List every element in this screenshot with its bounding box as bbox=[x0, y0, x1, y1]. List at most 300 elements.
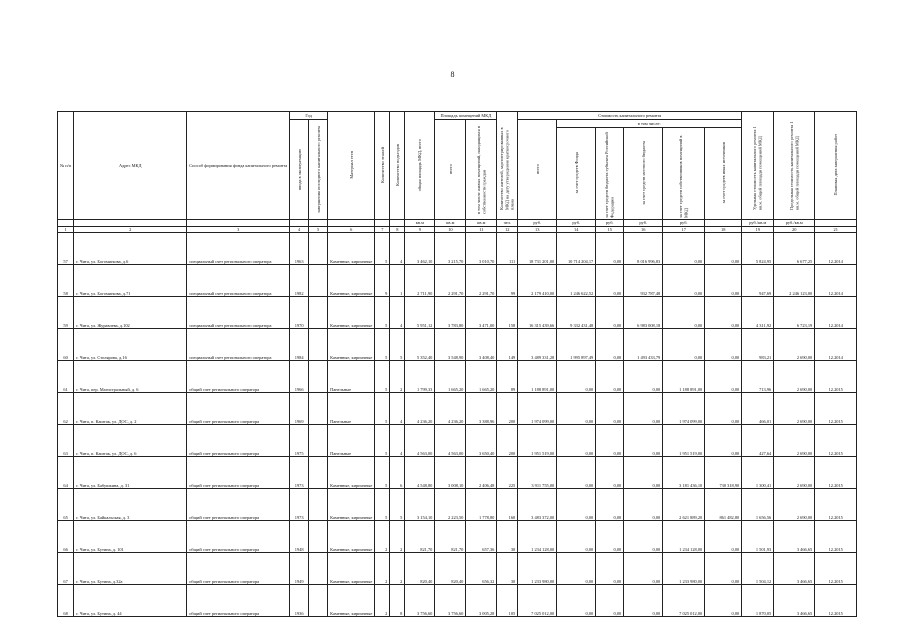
floors-cell: 5 bbox=[375, 296, 390, 328]
address-cell: г. Чита, ул. Бутина, д. 44 bbox=[74, 584, 187, 616]
fund-cell: 0,00 bbox=[557, 584, 596, 616]
address-cell: г. Чита, ул. Бутина, д.32а bbox=[74, 552, 187, 584]
regional-cell: 0,00 bbox=[596, 360, 624, 392]
plan-date-cell: 12.2015 bbox=[815, 520, 857, 552]
max-cost-cell: 2 690,00 bbox=[774, 488, 815, 520]
material-cell: Каменные, кирпичные bbox=[328, 328, 375, 360]
year-cell: 1936 bbox=[290, 584, 309, 616]
plan-date-cell: 12.2015 bbox=[815, 424, 857, 456]
index-cell: 12 bbox=[497, 226, 518, 232]
cost-total-cell: 18 731 201,00 bbox=[518, 232, 557, 264]
max-cost-cell: 2 690,00 bbox=[774, 392, 815, 424]
unit-cost-cell: 4 311,92 bbox=[742, 296, 774, 328]
max-cost-cell: 2 690,00 bbox=[774, 360, 815, 392]
fund-cell: 0,00 bbox=[557, 552, 596, 584]
owners-cell: 2 621 889,20 bbox=[663, 488, 705, 520]
table-row bbox=[58, 488, 857, 520]
private-area-cell: 3 408,40 bbox=[466, 328, 497, 360]
private-area-cell: 3 388,96 bbox=[466, 392, 497, 424]
row-number: 58 bbox=[58, 264, 74, 296]
method-cell: специальный счет регионального оператора bbox=[187, 328, 290, 360]
unit-cell: руб. bbox=[557, 220, 596, 226]
total-area-cell: 820,40 bbox=[405, 552, 435, 584]
other-cell: 0,00 bbox=[705, 552, 742, 584]
floors-cell: 5 bbox=[375, 328, 390, 360]
owners-cell: 0,00 bbox=[663, 328, 705, 360]
residents-cell: 149 bbox=[497, 328, 518, 360]
local-cell: 0,00 bbox=[624, 456, 663, 488]
plan-date-cell: 12.2014 bbox=[815, 296, 857, 328]
index-cell: 16 bbox=[624, 226, 663, 232]
other-cell: 0,00 bbox=[705, 424, 742, 456]
regional-cell: 0,00 bbox=[596, 488, 624, 520]
regional-cell: 0,00 bbox=[596, 584, 624, 616]
local-cell: 932 787,48 bbox=[624, 264, 663, 296]
header-area-group: Площадь помещений МКД bbox=[435, 112, 497, 120]
floors-cell: 5 bbox=[375, 232, 390, 264]
address-cell: г. Чита, пер. Магистральный, д. 6 bbox=[74, 360, 187, 392]
other-cell: 0,00 bbox=[705, 296, 742, 328]
unit-cell: чел. bbox=[497, 220, 518, 226]
method-cell: специальный счет регионального оператора bbox=[187, 296, 290, 328]
material-cell: Каменные, кирпичные bbox=[328, 520, 375, 552]
repair-year-cell bbox=[309, 488, 328, 520]
other-cell: 0,00 bbox=[705, 584, 742, 616]
regional-cell: 0,00 bbox=[596, 424, 624, 456]
regional-cell: 0,00 bbox=[596, 264, 624, 296]
unit-cell: кв.м bbox=[405, 220, 435, 226]
row-number: 67 bbox=[58, 552, 74, 584]
owners-cell: 3 181 436,10 bbox=[663, 456, 705, 488]
index-cell: 20 bbox=[774, 226, 815, 232]
floors-cell: 5 bbox=[375, 424, 390, 456]
header-year-exploit: ввода в эксплуатацию bbox=[290, 120, 309, 220]
area-cell: 4 236,20 bbox=[435, 392, 466, 424]
total-area-cell: 2 711,90 bbox=[405, 264, 435, 296]
private-area-cell: 3 650,40 bbox=[466, 424, 497, 456]
entrances-cell: 2 bbox=[390, 520, 405, 552]
method-cell: специальный счет регионального оператора bbox=[187, 264, 290, 296]
max-cost-cell: 6 723,19 bbox=[774, 296, 815, 328]
index-cell: 17 bbox=[663, 226, 705, 232]
local-cell: 6 983 008,18 bbox=[624, 296, 663, 328]
entrances-cell: 5 bbox=[390, 488, 405, 520]
row-number: 68 bbox=[58, 584, 74, 616]
index-cell: 6 bbox=[328, 226, 375, 232]
residents-cell: 99 bbox=[497, 264, 518, 296]
max-cost-cell: 2 690,00 bbox=[774, 456, 815, 488]
method-cell: общий счет регионального оператора bbox=[187, 584, 290, 616]
table-row bbox=[58, 392, 857, 424]
row-number: 63 bbox=[58, 424, 74, 456]
header-area-total: всего bbox=[435, 120, 466, 220]
repair-year-cell bbox=[309, 264, 328, 296]
cost-total-cell: 1 233 980,00 bbox=[518, 552, 557, 584]
other-cell: 0,00 bbox=[705, 360, 742, 392]
area-cell: 3 008,10 bbox=[435, 456, 466, 488]
method-cell: общий счет регионального оператора bbox=[187, 552, 290, 584]
fund-cell: 9 332 431,48 bbox=[557, 296, 596, 328]
year-cell: 1963 bbox=[290, 232, 309, 264]
entrances-cell: 4 bbox=[390, 232, 405, 264]
method-cell: общий счет регионального оператора bbox=[187, 424, 290, 456]
entrances-cell: 5 bbox=[390, 328, 405, 360]
cost-total-cell: 7 025 012,00 bbox=[518, 584, 557, 616]
total-area-cell: 5 951,12 bbox=[405, 296, 435, 328]
local-cell: 1 493 433,79 bbox=[624, 328, 663, 360]
row-number: 64 bbox=[58, 456, 74, 488]
cost-total-cell: 3 489 331,28 bbox=[518, 328, 557, 360]
header-cost-total: всего bbox=[518, 120, 557, 220]
plan-date-cell: 12.2015 bbox=[815, 392, 857, 424]
index-cell: 11 bbox=[466, 226, 497, 232]
index-cell: 3 bbox=[187, 226, 290, 232]
cost-total-cell: 3 911 755,00 bbox=[518, 456, 557, 488]
floors-cell: 2 bbox=[375, 520, 390, 552]
entrances-cell: 2 bbox=[390, 360, 405, 392]
area-cell: 3 548,90 bbox=[435, 328, 466, 360]
unit-cell: руб. bbox=[518, 220, 557, 226]
local-cell: 0,00 bbox=[624, 552, 663, 584]
unit-cell: руб./кв.м bbox=[774, 220, 815, 226]
index-cell: 2 bbox=[74, 226, 187, 232]
floors-cell: 5 bbox=[375, 488, 390, 520]
header-regional: за счет средств бюджета субъекта Российской Федерации bbox=[596, 128, 624, 220]
private-area-cell: 1 778,80 bbox=[466, 488, 497, 520]
residents-cell: 200 bbox=[497, 424, 518, 456]
index-cell: 4 bbox=[290, 226, 309, 232]
cost-total-cell: 16 315 439,66 bbox=[518, 296, 557, 328]
residents-cell: 30 bbox=[497, 552, 518, 584]
year-cell: 1982 bbox=[290, 264, 309, 296]
other-cell: 0,00 bbox=[705, 328, 742, 360]
header-residents: Количество жителей, зарегистрированных в МКД на дату утверждения краткосрочного плана bbox=[497, 112, 518, 220]
cost-total-cell: 1 234 128,00 bbox=[518, 520, 557, 552]
max-cost-cell: 2 690,00 bbox=[774, 328, 815, 360]
plan-date-cell: 12.2015 bbox=[815, 552, 857, 584]
unit-cost-cell: 1 870,05 bbox=[742, 584, 774, 616]
max-cost-cell: 3 466,65 bbox=[774, 552, 815, 584]
private-area-cell: 1 665,20 bbox=[466, 360, 497, 392]
entrances-cell: 4 bbox=[390, 296, 405, 328]
plan-date-cell: 12.2015 bbox=[815, 488, 857, 520]
floors-cell: 5 bbox=[375, 392, 390, 424]
material-cell: Панельные bbox=[328, 360, 375, 392]
private-area-cell: 2 406,48 bbox=[466, 456, 497, 488]
unit-cost-cell: 1 656,56 bbox=[742, 488, 774, 520]
owners-cell: 1 234 128,00 bbox=[663, 520, 705, 552]
plan-date-cell: 12.2015 bbox=[815, 360, 857, 392]
repair-year-cell bbox=[309, 424, 328, 456]
row-number: 65 bbox=[58, 488, 74, 520]
header-area-private: в том числе жилых помещений, находящихся в собственности граждан bbox=[466, 120, 497, 220]
header-cost-subgroup: в том числе: bbox=[557, 120, 742, 128]
regional-cell: 0,00 bbox=[596, 520, 624, 552]
method-cell: специальный счет регионального оператора bbox=[187, 232, 290, 264]
table-row bbox=[58, 584, 857, 616]
method-cell: общий счет регионального оператора bbox=[187, 456, 290, 488]
local-cell: 0,00 bbox=[624, 424, 663, 456]
floors-cell: 5 bbox=[375, 456, 390, 488]
repair-year-cell bbox=[309, 552, 328, 584]
residents-cell: 89 bbox=[497, 360, 518, 392]
regional-cell: 0,00 bbox=[596, 392, 624, 424]
total-area-cell: 821,70 bbox=[405, 520, 435, 552]
unit-cell: руб. bbox=[596, 220, 624, 226]
other-cell: 0,00 bbox=[705, 232, 742, 264]
private-area-cell: 657,36 bbox=[466, 520, 497, 552]
max-cost-cell: 2 690,00 bbox=[774, 424, 815, 456]
row-number: 66 bbox=[58, 520, 74, 552]
other-cell: 0,00 bbox=[705, 520, 742, 552]
other-cell: 0,00 bbox=[705, 264, 742, 296]
index-cell: 10 bbox=[435, 226, 466, 232]
private-area-cell: 2 291,70 bbox=[466, 264, 497, 296]
fund-cell: 0,00 bbox=[557, 456, 596, 488]
fund-cell: 0,00 bbox=[557, 392, 596, 424]
address-cell: г. Чита, ул. Бабушкина, д. 31 bbox=[74, 456, 187, 488]
row-number: 61 bbox=[58, 360, 74, 392]
repair-year-cell bbox=[309, 232, 328, 264]
material-cell: Панельные bbox=[328, 424, 375, 456]
residents-cell: 30 bbox=[497, 520, 518, 552]
entrances-cell: 6 bbox=[390, 456, 405, 488]
address-cell: г. Чита, ул. Столярова, д.16 bbox=[74, 328, 187, 360]
other-cell: 730 318,90 bbox=[705, 456, 742, 488]
cost-total-cell: 1 974 099,00 bbox=[518, 392, 557, 424]
residents-cell: 111 bbox=[497, 232, 518, 264]
material-cell: Каменные, кирпичные bbox=[328, 232, 375, 264]
total-area-cell: 4 563,00 bbox=[405, 424, 435, 456]
plan-date-cell: 12.2015 bbox=[815, 584, 857, 616]
material-cell: Каменные, кирпичные bbox=[328, 584, 375, 616]
repair-year-cell bbox=[309, 392, 328, 424]
entrances-cell: 8 bbox=[390, 584, 405, 616]
plan-date-cell: 12.2015 bbox=[815, 456, 857, 488]
regional-cell: 0,00 bbox=[596, 552, 624, 584]
local-cell: 0,00 bbox=[624, 488, 663, 520]
repair-year-cell bbox=[309, 360, 328, 392]
method-cell: общий счет регионального оператора bbox=[187, 520, 290, 552]
header-max-cost: Предельная стоимость капитального ремонта 1 кв.м. общей площади помещений МКД bbox=[774, 112, 815, 220]
index-cell: 19 bbox=[742, 226, 774, 232]
index-cell: 15 bbox=[596, 226, 624, 232]
max-cost-cell: 2 246 123,00 bbox=[774, 264, 815, 296]
header-num: № п/п bbox=[58, 112, 74, 220]
method-cell: общий счет регионального оператора bbox=[187, 488, 290, 520]
floors-cell: 2 bbox=[375, 584, 390, 616]
repair-plan-table bbox=[57, 111, 857, 617]
repair-year-cell bbox=[309, 456, 328, 488]
owners-cell: 1 233 980,00 bbox=[663, 552, 705, 584]
header-owners: за счет средств собственников помещений в МКД bbox=[663, 128, 705, 220]
year-cell: 1975 bbox=[290, 424, 309, 456]
other-cell: 861 482,80 bbox=[705, 488, 742, 520]
table-row bbox=[58, 552, 857, 584]
floors-cell: 9 bbox=[375, 264, 390, 296]
table-body bbox=[58, 232, 857, 616]
area-cell: 4 563,00 bbox=[435, 424, 466, 456]
unit-cost-cell: 427,64 bbox=[742, 424, 774, 456]
header-year-repair: завершения последнего капитального ремонта bbox=[309, 120, 328, 220]
fund-cell: 0,00 bbox=[557, 360, 596, 392]
page-number: 8 bbox=[450, 70, 455, 79]
material-cell: Каменные, кирпичные bbox=[328, 488, 375, 520]
material-cell: Каменные, кирпичные bbox=[328, 296, 375, 328]
year-cell: 1948 bbox=[290, 520, 309, 552]
index-cell: 18 bbox=[705, 226, 742, 232]
total-area-cell: 3 756,60 bbox=[405, 584, 435, 616]
table-row bbox=[58, 328, 857, 360]
index-cell: 1 bbox=[58, 226, 74, 232]
owners-cell: 7 025 012,00 bbox=[663, 584, 705, 616]
header-other: за счет средств иных источников bbox=[705, 128, 742, 220]
floors-cell: 2 bbox=[375, 552, 390, 584]
header-material: Материал стен bbox=[328, 112, 375, 220]
row-number: 60 bbox=[58, 328, 74, 360]
floors-cell: 5 bbox=[375, 360, 390, 392]
total-area-cell: 3 462,10 bbox=[405, 232, 435, 264]
year-cell: 1973 bbox=[290, 456, 309, 488]
area-cell: 2 223,50 bbox=[435, 488, 466, 520]
owners-cell: 1 974 099,00 bbox=[663, 392, 705, 424]
local-cell: 0,00 bbox=[624, 360, 663, 392]
unit-cost-cell: 947,69 bbox=[742, 264, 774, 296]
area-cell: 820,40 bbox=[435, 552, 466, 584]
owners-cell: 0,00 bbox=[663, 232, 705, 264]
fund-cell: 0,00 bbox=[557, 424, 596, 456]
index-cell: 21 bbox=[815, 226, 857, 232]
table-row bbox=[58, 520, 857, 552]
area-cell: 3 756,60 bbox=[435, 584, 466, 616]
year-cell: 1969 bbox=[290, 392, 309, 424]
residents-cell: 225 bbox=[497, 456, 518, 488]
header-unit-cost: Удельная стоимость капитального ремонта 1 кв.м. общей площади помещений МКД bbox=[742, 112, 774, 220]
residents-cell: 105 bbox=[497, 584, 518, 616]
max-cost-cell: 3 466,65 bbox=[774, 520, 815, 552]
owners-cell: 0,00 bbox=[663, 296, 705, 328]
cost-total-cell: 2 179 410,00 bbox=[518, 264, 557, 296]
row-number: 57 bbox=[58, 232, 74, 264]
fund-cell: 0,00 bbox=[557, 488, 596, 520]
year-cell: 1973 bbox=[290, 488, 309, 520]
total-area-cell: 4 548,80 bbox=[405, 456, 435, 488]
header-address: Адрес МКД bbox=[74, 112, 187, 220]
private-area-cell: 3 010,70 bbox=[466, 232, 497, 264]
method-cell: общий счет регионального оператора bbox=[187, 360, 290, 392]
unit-cost-cell: 5 824,95 bbox=[742, 232, 774, 264]
area-cell: 821,70 bbox=[435, 520, 466, 552]
header-year-group: Год bbox=[290, 112, 328, 120]
repair-year-cell bbox=[309, 520, 328, 552]
repair-year-cell bbox=[309, 584, 328, 616]
table-row bbox=[58, 360, 857, 392]
unit-cost-cell: 1 504,12 bbox=[742, 552, 774, 584]
table-row bbox=[58, 296, 857, 328]
owners-cell: 1 951 519,00 bbox=[663, 424, 705, 456]
repair-year-cell bbox=[309, 328, 328, 360]
row-number: 59 bbox=[58, 296, 74, 328]
address-cell: г. Чита, ул. Журавлева, д.102 bbox=[74, 296, 187, 328]
plan-date-cell: 12.2014 bbox=[815, 232, 857, 264]
local-cell: 0,00 bbox=[624, 584, 663, 616]
entrances-cell: 4 bbox=[390, 392, 405, 424]
header-entrances: Количество подъездов bbox=[390, 112, 405, 220]
header-method: Способ формирования фонда капитального ремонта bbox=[187, 112, 290, 220]
entrances-cell: 2 bbox=[390, 552, 405, 584]
owners-cell: 0,00 bbox=[663, 264, 705, 296]
material-cell: Панельные bbox=[328, 392, 375, 424]
header-cost-group: Стоимость капитального ремонта bbox=[518, 112, 742, 120]
max-cost-cell: 6 677,25 bbox=[774, 232, 815, 264]
header-total-area: общая площадь МКД, всего bbox=[405, 112, 435, 220]
local-cell: 0,00 bbox=[624, 520, 663, 552]
regional-cell: 0,00 bbox=[596, 296, 624, 328]
regional-cell: 0,00 bbox=[596, 456, 624, 488]
fund-cell: 1 246 622,52 bbox=[557, 264, 596, 296]
material-cell: Каменные, кирпичные bbox=[328, 264, 375, 296]
index-cell: 5 bbox=[309, 226, 328, 232]
area-cell: 3 783,80 bbox=[435, 296, 466, 328]
private-area-cell: 3 471,00 bbox=[466, 296, 497, 328]
private-area-cell: 3 005,28 bbox=[466, 584, 497, 616]
private-area-cell: 656,32 bbox=[466, 552, 497, 584]
unit-cell: руб. bbox=[663, 220, 705, 226]
row-number: 62 bbox=[58, 392, 74, 424]
address-cell: г. Чита, п. Каштак, ул. ДОС, д. 2 bbox=[74, 392, 187, 424]
plan-date-cell: 12.2014 bbox=[815, 264, 857, 296]
address-cell: г. Чита, п. Каштак, ул. ДОС, д. 6 bbox=[74, 424, 187, 456]
year-cell: 1984 bbox=[290, 328, 309, 360]
total-area-cell: 5 352,40 bbox=[405, 328, 435, 360]
cost-total-cell: 1 188 891,00 bbox=[518, 360, 557, 392]
unit-cell: кв.м bbox=[466, 220, 497, 226]
material-cell: Каменные, кирпичные bbox=[328, 456, 375, 488]
total-area-cell: 4 236,20 bbox=[405, 392, 435, 424]
header-floors: Количество этажей bbox=[375, 112, 390, 220]
entrances-cell: 1 bbox=[390, 264, 405, 296]
repair-year-cell bbox=[309, 296, 328, 328]
cost-total-cell: 3 483 372,00 bbox=[518, 488, 557, 520]
regional-cell: 0,00 bbox=[596, 232, 624, 264]
table-row bbox=[58, 456, 857, 488]
area-cell: 1 665,20 bbox=[435, 360, 466, 392]
header-plan-date: Плановая дата завершения работ bbox=[815, 112, 857, 220]
method-cell: общий счет регионального оператора bbox=[187, 392, 290, 424]
unit-cell: руб./кв.м bbox=[742, 220, 774, 226]
residents-cell: 158 bbox=[497, 296, 518, 328]
material-cell: Каменные, кирпичные bbox=[328, 552, 375, 584]
unit-cost-cell: 1 501,93 bbox=[742, 520, 774, 552]
total-area-cell: 3 154,10 bbox=[405, 488, 435, 520]
area-cell: 3 215,70 bbox=[435, 232, 466, 264]
year-cell: 1949 bbox=[290, 552, 309, 584]
index-cell: 13 bbox=[518, 226, 557, 232]
cost-total-cell: 1 951 519,00 bbox=[518, 424, 557, 456]
entrances-cell: 4 bbox=[390, 424, 405, 456]
header-local: за счет средств местного бюджета bbox=[624, 128, 663, 220]
unit-cost-cell: 1 300,41 bbox=[742, 456, 774, 488]
index-cell: 9 bbox=[405, 226, 435, 232]
residents-cell: 160 bbox=[497, 488, 518, 520]
index-cell: 7 bbox=[375, 226, 390, 232]
header-fund: за счет средств Фонда bbox=[557, 128, 596, 220]
address-cell: г. Чита, ул. Богомягкова, д.6 bbox=[74, 232, 187, 264]
address-cell: г. Чита, ул. Бутина, д. 101 bbox=[74, 520, 187, 552]
unit-cost-cell: 983,21 bbox=[742, 328, 774, 360]
plan-date-cell: 12.2014 bbox=[815, 328, 857, 360]
fund-cell: 1 995 897,49 bbox=[557, 328, 596, 360]
